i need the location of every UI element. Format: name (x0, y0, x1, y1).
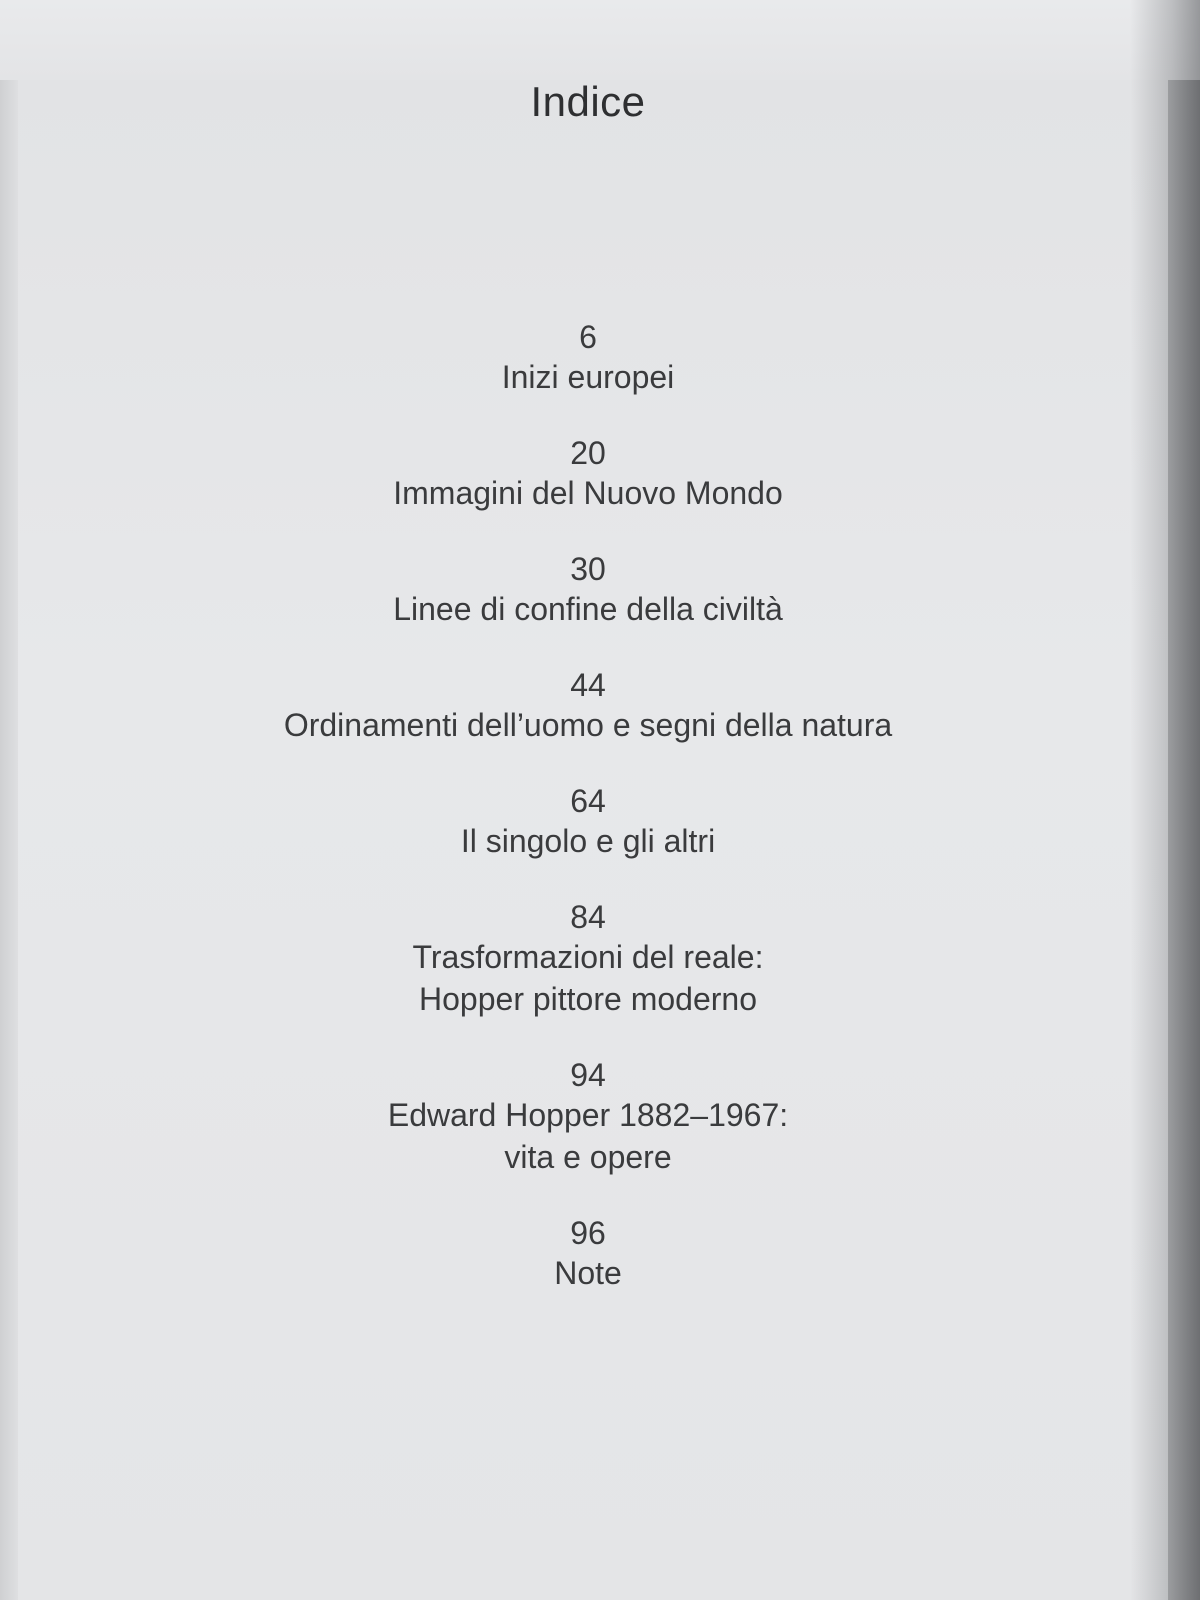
toc-chapter-title: Il singolo e gli altri (460, 823, 716, 859)
toc-page-number: 94 (570, 1057, 606, 1093)
toc-page-number: 96 (570, 1215, 606, 1251)
toc-entry (0, 318, 1176, 398)
toc-page-number: 6 (579, 319, 597, 355)
table-of-contents (0, 318, 1176, 1330)
toc-chapter-title: Immagini del Nuovo Mondo (393, 475, 783, 511)
toc-entry (0, 434, 1176, 514)
toc-entry (0, 1056, 1176, 1178)
toc-entry (0, 898, 1176, 1020)
toc-chapter-title: Ordinamenti dell’uomo e segni della natura (283, 707, 893, 743)
page-title: Indice (530, 78, 646, 125)
toc-chapter-title-line-2: vita e opere (504, 1139, 672, 1175)
toc-page-number: 84 (570, 899, 606, 935)
toc-entry (0, 550, 1176, 630)
toc-chapter-title-line-2: Hopper pittore moderno (419, 981, 757, 1017)
toc-page-number: 20 (570, 435, 606, 471)
toc-page-number: 64 (570, 783, 606, 819)
toc-chapter-title-line-1: Edward Hopper 1882–1967: (387, 1097, 789, 1133)
toc-chapter-title: Inizi europei (501, 359, 675, 395)
toc-entry (0, 666, 1176, 746)
toc-chapter-title: Linee di confine della civiltà (393, 591, 783, 627)
toc-entry (0, 1214, 1176, 1294)
toc-page-number: 30 (570, 551, 606, 587)
toc-entry (0, 782, 1176, 862)
toc-page-number: 44 (570, 667, 606, 703)
toc-chapter-title: Note (554, 1255, 622, 1291)
page-top-strip (0, 0, 1200, 80)
toc-chapter-title-line-1: Trasformazioni del reale: (412, 939, 764, 975)
